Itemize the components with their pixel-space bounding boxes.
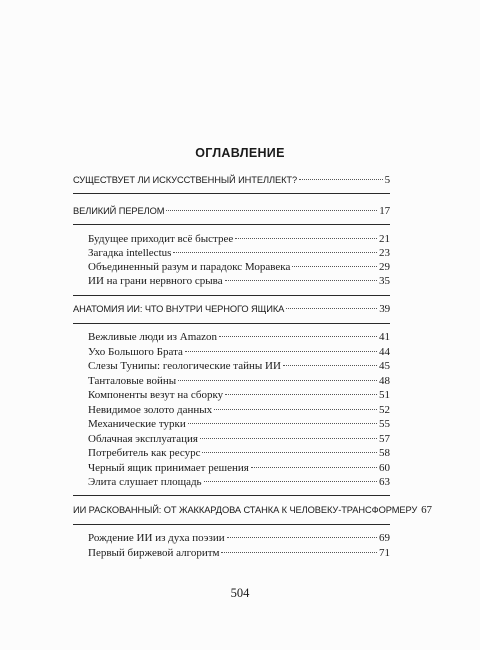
toc-part-entry [73,205,390,219]
entry-page: 35 [379,275,390,287]
toc-entry [88,233,390,247]
dot-leader [200,438,377,439]
entry-title: ИИ РАСКОВАННЫЙ: ОТ ЖАККАРДОВА СТАНКА К ЧЕЛОВЕКУ-ТРАНСФОРМЕРУ [73,505,418,515]
entry-title: Элита слушает площадь [88,476,202,488]
entry-page: 48 [379,374,390,387]
entry-title: Невидимое золото данных [88,403,213,416]
entry-page: 5 [384,174,390,186]
entry-title: Объединенный разум и парадокс Моравека [88,261,291,273]
entry-page: 51 [379,389,390,401]
entry-page: 29 [379,261,390,273]
toc-entry [88,532,390,546]
dot-leader [292,266,377,267]
toc-entry [88,433,390,447]
entry-title: ИИ на грани нервного срыва [88,275,223,287]
page-number: 504 [230,586,250,600]
toc-entry [88,547,390,561]
toc-entry [88,476,390,490]
entry-title: Механические турки [88,418,186,430]
section-divider [73,323,390,324]
entry-page: 55 [379,418,390,430]
entry-title: Слезы Тунипы: геологические тайны ИИ [88,360,281,372]
dot-leader [225,280,377,281]
toc-entry [88,447,390,461]
entry-title: Черный ящик принимает решения [88,461,249,474]
entry-page: 44 [379,345,390,358]
toc-part-entry [73,174,390,188]
entry-title: Вежливые люди из Amazon [88,331,218,343]
toc-entry [88,375,390,389]
entry-title: Первый биржевой алгоритм [88,547,220,559]
entry-title: АНАТОМИЯ ИИ: ЧТО ВНУТРИ ЧЕРНОГО ЯЩИКА [73,304,285,314]
dot-leader [286,308,377,309]
entry-page: 39 [379,303,390,315]
dot-leader [227,537,377,538]
dot-leader [204,481,377,482]
dot-leader [166,210,377,211]
entry-title: Загадка intellectus [88,247,172,259]
toc-entry [88,462,390,476]
dot-leader [299,179,383,180]
entry-title: СУЩЕСТВУЕТ ЛИ ИСКУССТВЕННЫЙ ИНТЕЛЛЕКТ? [73,175,298,185]
entry-page: 23 [379,247,390,259]
dot-leader [173,252,377,253]
toc-part-entry [73,504,432,518]
dot-leader [225,394,377,395]
dot-leader [235,238,377,239]
dot-leader [178,380,377,381]
entry-title: Компоненты везут на сборку [88,389,224,401]
dot-leader [185,351,377,352]
entry-page: 67 [421,504,432,516]
toc-heading: ОГЛАВЛЕНИЕ [195,146,285,160]
dot-leader [251,467,377,468]
entry-title: ВЕЛИКИЙ ПЕРЕЛОМ [73,206,165,216]
entry-page: 21 [379,233,390,245]
section-divider [73,224,390,225]
toc-entry [88,261,390,275]
entry-title: Ухо Большого Брата [88,345,183,358]
dot-leader [214,409,377,410]
toc-part-entry [73,303,390,317]
dot-leader [221,552,377,553]
toc-entry [88,247,390,261]
entry-page: 58 [379,447,390,459]
entry-page: 69 [379,532,390,544]
entry-page: 60 [379,461,390,474]
entry-page: 41 [379,331,390,343]
section-divider [73,193,390,194]
entry-page: 45 [379,360,390,372]
entry-title: Будущее приходит всё быстрее [88,233,234,245]
toc-entry [88,389,390,403]
entry-title: Танталовые войны [88,374,177,387]
entry-page: 57 [379,432,390,445]
entry-page: 63 [379,476,390,488]
toc-entry [88,418,390,432]
toc-entry [88,346,390,360]
toc-entry [88,331,390,345]
dot-leader [202,452,377,453]
toc-entry [88,275,390,289]
toc-entry [88,404,390,418]
entry-page: 17 [379,205,390,217]
entry-title: Облачная эксплуатация [88,432,198,445]
entry-title: Рождение ИИ из духа поэзии [88,532,225,544]
entry-page: 71 [379,547,390,559]
dot-leader [283,365,377,366]
dot-leader [188,423,377,424]
section-divider [73,495,390,496]
toc-entry [88,360,390,374]
entry-title: Потребитель как ресурс [88,447,201,459]
entry-page: 52 [379,403,390,416]
section-divider [73,524,390,525]
section-divider [73,295,390,296]
dot-leader [219,336,377,337]
